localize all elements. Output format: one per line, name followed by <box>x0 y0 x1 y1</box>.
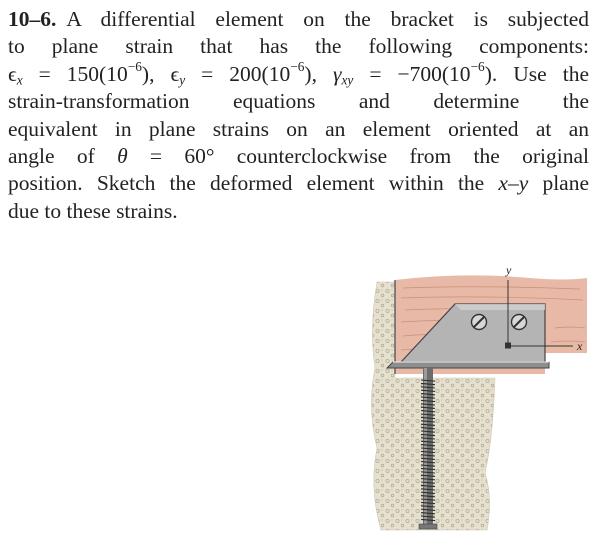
x-axis-label: x <box>577 339 583 353</box>
problem-line-3: $\epsilon_x = 150(10^{-6})$, $\epsilon_y = 200(10^{-6})$, $\gamma_{xy} = -700(10^{-6})$. Use the <box>8 58 589 88</box>
strain-x-value: 150(10 <box>66 61 128 86</box>
theta-symbol: θ <box>117 144 128 169</box>
bracket-plate-shade <box>455 304 545 310</box>
epsilon-symbol: ϵ <box>170 61 180 86</box>
shear-strain-value: −700(10 <box>397 61 471 86</box>
problem-line-8: due to these strains. <box>8 198 178 223</box>
problem-line-4: strain-transformation equations and determine the <box>8 89 589 114</box>
bracket-flange <box>387 362 549 368</box>
bracket-illustration <box>355 258 595 533</box>
y-axis-label: y <box>506 263 512 277</box>
screw-left <box>472 315 487 330</box>
differential-element <box>505 343 511 349</box>
strain-y-value: 200(10 <box>229 61 291 86</box>
bracket-figure <box>355 258 595 533</box>
problem-line-5: equivalent in plane strains on an element oriented at an <box>8 116 589 141</box>
problem-statement <box>8 6 589 225</box>
problem-line-7: position. Sketch the deformed element within the x–y plane <box>8 171 589 196</box>
problem-line-2: to plane strain that has the following components: <box>8 34 589 59</box>
problem-line-6: angle of θ = 60° counterclockwise from the original <box>8 144 589 169</box>
epsilon-symbol: ϵ <box>8 61 17 86</box>
problem-number: 10–6. <box>8 7 57 31</box>
screw-right <box>512 315 527 330</box>
problem-line-1: 10–6. A differential element on the bracket is subjected <box>8 7 589 31</box>
gamma-symbol: γ <box>332 61 342 86</box>
